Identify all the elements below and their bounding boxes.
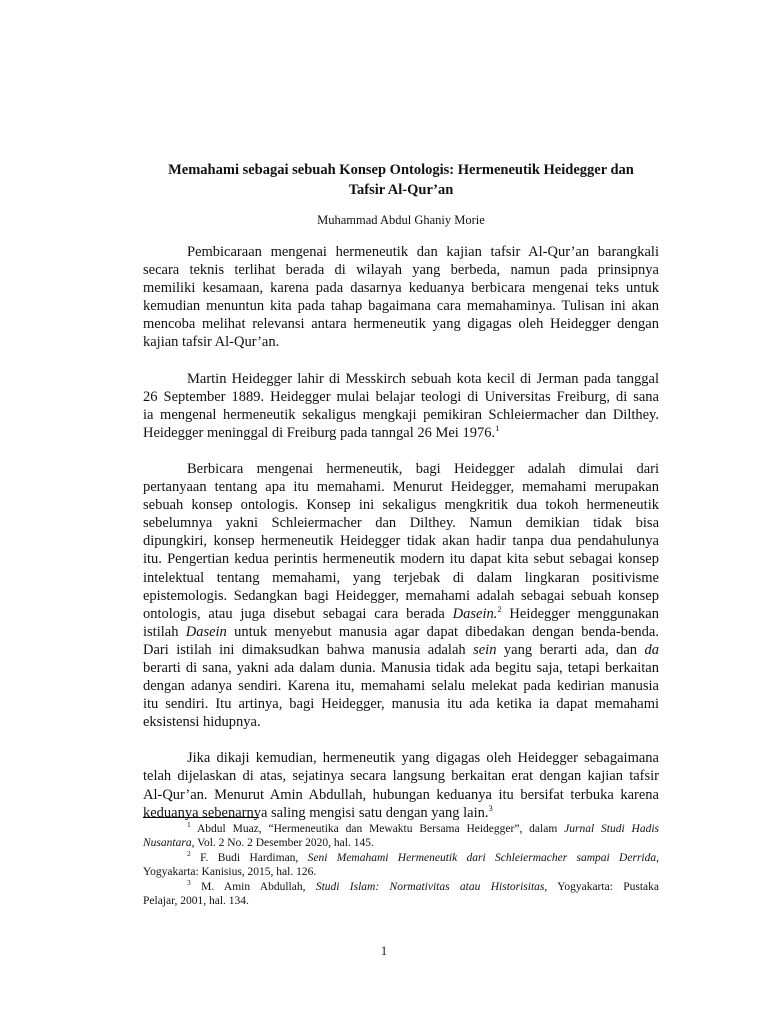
text-line: Pembicaraan mengenai hermeneutik dan kajian tafsir Al-Qur’an barangkali: [187, 244, 659, 260]
text-line: [143, 804, 659, 822]
text-segment: F. Budi Hardiman,: [200, 851, 308, 864]
title-line: Memahami sebagai sebuah Konsep Ontologis: Hermeneutik Heidegger dan: [168, 162, 634, 178]
text-line: ia mengenal hermeneutik sekaligus mengkaji pemikiran Schleiermacher dan Dilthey.: [143, 406, 659, 423]
footnote-2: [143, 848, 659, 880]
text-line: telah dijelaskan di atas, sejatinya secara langsung berkaitan erat dengan kajian tafsir: [143, 768, 659, 785]
footnote-number: 3: [187, 877, 191, 887]
text-line: berarti di sana, yakni ada dalam dunia. Manusia tidak ada begitu saja, tetapi berkaitan: [143, 659, 659, 676]
text-line: dipungkiri, konsep hermeneutik Heidegger tidak akan hadir tanpa dua pendahulunya: [143, 533, 659, 550]
text-line: Al-Qur’an. Menurut Amin Abdullah, hubungan keduanya itu bersifat terbuka karena: [143, 786, 659, 803]
italic-term: Dasein: [185, 623, 227, 640]
text-line: memiliki kesamaan, karena pada dasarnya keduanya berbicara mengenai teks untuk: [143, 280, 659, 297]
paragraph-heidegger-concept: [143, 460, 659, 731]
paragraph-biography: [143, 370, 659, 442]
text-line: [143, 877, 659, 894]
text-line: Yogyakarta: Kanisius, 2015, hal. 126.: [143, 866, 317, 879]
footnote-ref[interactable]: 2: [497, 603, 502, 614]
text-line: secara teknis terlihat berada di wilayah yang berbeda, namun pada prinsipnya: [143, 262, 659, 279]
text-segment: ,: [656, 851, 659, 864]
text-line: Jika dikaji kemudian, hermeneutik yang digagas oleh Heidegger sebagaimana: [187, 750, 659, 767]
italic-title: Seni Memahami Hermeneutik dari Schleiermacher sampai Derrida: [307, 851, 657, 864]
document-title: [143, 160, 659, 200]
footnote-separator: [143, 817, 259, 818]
footnote-number: 2: [187, 848, 191, 858]
title-line: Tafsir Al-Qur’an: [348, 182, 454, 198]
text-line: sebuah konsep ontologis. Konsep ini sekaligus mengkritik dua tokoh hermeneutik: [143, 497, 659, 514]
footnotes: [143, 822, 659, 908]
text-segment: istilah: [143, 623, 186, 640]
text-line: mencoba melihat relevansi antara hermeneutik yang digagas oleh Heidegger dengan: [143, 316, 659, 333]
text-segment: Dari istilah ini dimaksudkan bahwa manusia adalah: [143, 641, 474, 658]
text-line: kemudian menuntun kita pada tahap bagaimana cara memahaminya. Tulisan ini akan: [143, 298, 659, 315]
text-line: [143, 822, 659, 836]
text-segment: , Yogyakarta: Pustaka: [544, 880, 659, 893]
text-line: 26 September 1889. Heidegger mulai belajar teologi di Universitas Freiburg, di sana: [143, 388, 659, 405]
text-line: intelektual tentang memahami, yang terjebak di dalam lingkaran positivisme: [143, 569, 659, 586]
footnote-ref[interactable]: 3: [488, 802, 493, 813]
text-line: itu sendiri. Itu artinya, bagi Heidegger, manusia itu ada ketika ia dapat memahami: [143, 696, 659, 713]
italic-term: da: [644, 641, 659, 658]
footnote-ref[interactable]: 1: [495, 423, 500, 434]
paragraph-relation-tafsir: [143, 749, 659, 821]
text-line: [143, 623, 659, 641]
text-segment: Heidegger meninggal di Freiburg pada tanngal 26 Mei 1976.: [143, 424, 496, 441]
italic-title: Jurnal Studi Hadis: [564, 823, 659, 835]
page-number: 1: [380, 944, 388, 958]
text-line: [143, 848, 659, 865]
text-line: [143, 424, 659, 442]
author-name: Muhammad Abdul Ghaniy Morie: [317, 213, 485, 227]
italic-term: sein: [473, 641, 497, 658]
text-segment: Heidegger menggunakan: [501, 605, 659, 622]
text-line: pertanyaan tentang apa itu memahami. Menurut Heidegger, memahami merupakan: [143, 479, 659, 496]
text-line: [143, 605, 659, 623]
italic-term: Dasein.: [452, 605, 498, 622]
text-line: eksistensi hidupnya.: [143, 714, 261, 731]
footnote-3: [143, 877, 659, 909]
text-segment: untuk menyebut manusia agar dapat dibedakan dengan benda-benda.: [226, 623, 659, 640]
text-segment: keduanya sebenarnya saling mengisi satu dengan yang lain.: [143, 804, 489, 821]
paragraph-intro: [143, 243, 659, 352]
text-line: itu. Pengertian kedua perintis hermeneutik modern itu dapat kita sebut sebagai konsep: [143, 551, 659, 568]
text-line: Martin Heidegger lahir di Messkirch sebuah kota kecil di Jerman pada tanggal: [187, 370, 659, 387]
italic-title: Nusantara: [143, 837, 192, 850]
text-line: epistemologis. Sedangkan bagi Heidegger, memahami adalah sebagai sebuah konsep: [143, 587, 659, 604]
text-segment: , Vol. 2 No. 2 Desember 2020, hal. 145.: [191, 837, 374, 850]
italic-title: Studi Islam: Normativitas atau Historisitas: [315, 880, 545, 893]
footnote-1: [143, 822, 659, 851]
text-line: [143, 836, 659, 850]
text-line: Berbicara mengenai hermeneutik, bagi Heidegger adalah dimulai dari: [187, 460, 659, 477]
body-text: [143, 243, 659, 840]
text-segment: yang berarti ada, dan: [496, 641, 645, 658]
text-segment: M. Amin Abdullah,: [201, 880, 316, 893]
text-segment: Abdul Muaz, “Hermeneutika dan Mewaktu Bersama Heidegger”, dalam: [196, 823, 565, 835]
text-line: Pelajar, 2001, hal. 134.: [143, 895, 249, 908]
text-line: sebelumnya yakni Schleiermacher dan Dilthey. Namun demikian tidak bisa: [143, 515, 659, 532]
text-segment: ontologis, atau juga disebut sebagai cara berada: [143, 605, 453, 622]
text-line: [143, 641, 659, 659]
text-line: dengan adanya sendiri. Karena itu, memahami selalu melekat pada kedirian manusia: [143, 678, 659, 695]
footnote-number: 1: [187, 820, 191, 830]
text-line: kajian tafsir Al-Qur’an.: [143, 334, 280, 351]
